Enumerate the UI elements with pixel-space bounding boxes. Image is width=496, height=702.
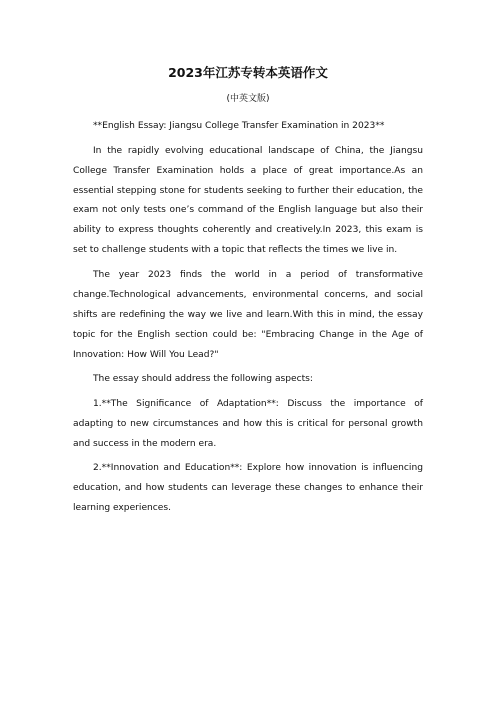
document-title: 2023年江苏专转本英语作文: [168, 65, 328, 80]
paragraph-aspects-lead: The essay should address the following aspects:: [93, 374, 313, 385]
document-body: [73, 117, 423, 524]
paragraph-aspect-1: 1.**The Significance of Adaptation**: Discuss the importance of adapting to new circumstances and how this is critical for personal growth and success in the modern era.: [73, 398, 423, 449]
paragraph-topic: The year 2023 finds the world in a period of transformative change.Technological advancements, environmental concerns, and social shifts are redefining the way we live and learn.With this in mind, the essay topic for the English section could be: "Embracing Change in the Age of Innovation: How Will You Lead?": [73, 269, 423, 360]
essay-heading: **English Essay: Jiangsu College Transfer Examination in 2023**: [93, 121, 385, 131]
document-subtitle: (中英文版): [226, 94, 270, 104]
paragraph-intro: In the rapidly evolving educational landscape of China, the Jiangsu College Transfer Examination holds a place of great importance.As an essential stepping stone for students seeking to further their education, the exam not only tests one’s command of the English language but also their ability to express thoughts coherently and creatively.In 2023, this exam is set to challenge students with a topic that reflects the times we live in.: [73, 145, 423, 256]
paragraph-aspect-2: 2.**Innovation and Education**: Explore how innovation is influencing education, and how students can leverage these changes to enhance their learning experiences.: [73, 463, 423, 514]
